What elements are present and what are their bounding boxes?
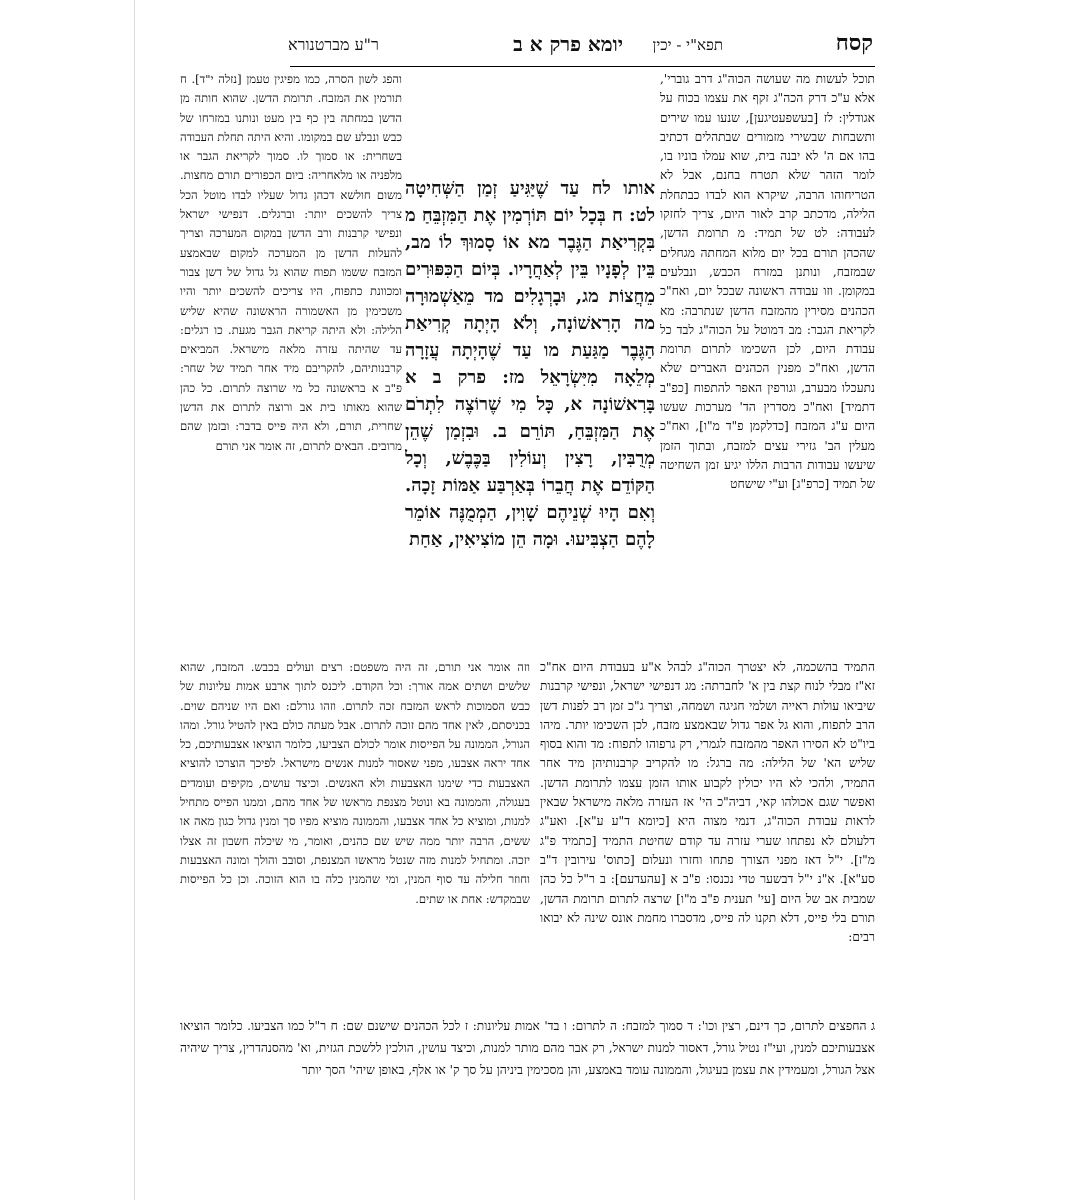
mishnah-column	[405, 175, 655, 660]
tiferet-yisrael-text: תוכל לעשות מה שעושה הכוה"ג דרב גוברי', אלא ע"כ דרק הכה"ג זקף את עצמו בכוח על אגודלין: לז [בעשפעטיגען], שנעו עמו שירים ותשבחות שבשירי מזמורים שבתהלים דכתיב בהו אם ה' לא יבנה בית, שוא עמלו בוניו בו, לומר הזהר שלא תטרח בחנם, אבל לא הטריחוהו הרבה, שיקרא הוא לבדו כבתחלת הלילה, מדכתב קרב לאור היום, צריך לחזקו לעבודה: לט של תמיד: מ תרומת הדשן, שהכהן תורם בכל יום מלוא המחתה מגחלים שבמזבח, ונותנן במזרח הכבש, ונבלעים במקומן. וזו עבודה ראשונה שבכל יום, ואח"כ הכהנים מסירין מהמזבח הדשן שנתרבה: מא לקריאת הגבר: מב דמוטל על הכוה"ג לבד כל עבודת היום, לכן השכימו לתרום תרומת הדשן, ואח"כ מפנין הכהנים האברים שלא נתעכלו מבערב, וגורפין האפר להתפוח [כפ"ב דתמיד] ואח"כ מסדרין הד' מערכות שעשו היום ע"ג המזבח [כדלקמן פ"ד מ"ו], ואח"כ מעלין הב' גזירי עצים למזבח, ובתוך הזמן שיעשו עבודות הרבות הללו יגיע זמן השחיטה של תמיד [כרפ"ג] וע"י שישחט	[660, 72, 875, 492]
tiferet-yisrael-continued-text: התמיד בהשכמה, לא יצטרך הכוה"ג לבהל א"ע בעבודת היום אח"כ זא"ז מבלי לנוח קצת בין א' לחברתה: מג דנפישי ישראל, ונפישי קרבנות שיביאו עולות ראייה ושלמי חגיגה ושמחה, וצריך ג"כ זמן רב לפנות דשן הרב לתפוח, והוא גל אפר גדול שבאמצע מזבח, לכן השכימו יותר. מיהו ביו"ט לא הסירו האפר מהמזבח לגמרי, רק גרפוהו לתפוח: מד והוא בסוף שליש הא' של הלילה: מה ברגל: מו להקריב קרבנותיהן מיד אחר התמיד, ולהכי לא היו יכולין לקבוע אותו הזמן עצמו לתרומת הדשן. ואפשר שגם אכולהו קאי, דביה"כ הי' אז העזרה מלאה מישראל שבאין לראות עבודת הכוה"ג, דנמי מצוה היא [כיומא ד"ע ע"א]. ואע"ג דלעולם לא נפתחו שערי עזרה עד קודם שחיטת התמיד [כתמיד פ"ג מ"ז]. י"ל דאז מפני הצורך פתחו וחזרו ונעלום [כתוס' עירובין ד"ב סע"א]. א"נ י"ל דבשער טדי נכנסו: פ"ב א [עהעדעם]: ב ר"ל כל כהן שמבית אב של היום [עי' תענית פ"ב מ"ו] שרצה לתרום תרומת הדשן, תורם בלי פייס, דלא תקנו לה פייס, מדסברו מחמת אונס שינה לא יבואו רבים:	[540, 660, 875, 945]
header-title: יומא פרק א ב	[513, 32, 623, 56]
page-number: קסח	[835, 30, 873, 56]
header-commentary-right: תפא"י - יכין	[652, 36, 723, 54]
bartenura-column	[180, 70, 402, 655]
bartenura-continued	[180, 658, 530, 1013]
bartenura-continued-text: וזה אומר אני תורם, זה היה משפטם: רצים ועולים בכבש. המזבח, שהוא שלשים ושתים אמה אורך: וכל הקודם. ליכנס לתוך ארבע אמות עליונות של כבש הסמוכות לראש המזבח זכה לתרום. וזהו גורלם: ואם היו שניהם שוים. בכניסתם, לאין אחד מהם זוכה לתרום. אבל מעתה כולם באין להטיל גורל. ומהו הגורל, הממונה על הפייסות אומר לכולם הצביעו, כלומר הוציאו אצבעותיכם, כל אחד יראה אצבעו, מפני שאסור למנות אנשים מישראל. לפיכך הוצרכו להוציא האצבעות כדי שימנו האצבעות ולא האנשים. וכיצד עושים, מקיפים ועומדים בעגולה, והממונה בא ונוטל מצנפת מראשו של אחד מהם, וממנו הפייס מתחיל למנות, ומוציא כל אחד אצבעו, והממונה מוציא מפיו סך ומנין גדול כגון מאה או ששים, הרבה יותר ממה שיש שם כהנים, ואומר, מי שיכלה חשבון זה אצלו יזכה. ומתחיל למנות מזה שנטל מראשו המצנפת, וסובב והולך ומונה האצבעות וחוזר חלילה עד סוף המנין, ומי שהמנין כלה בו הוא הזוכה. וכן כל הפייסות שבמקדש: אחת או שתים.	[180, 660, 530, 906]
header-commentary-left: ר"ע מברטנורא	[288, 35, 379, 54]
page-margin-line	[134, 0, 135, 1200]
tiferet-yisrael-continued	[540, 658, 875, 1013]
bartenura-text: והפג לשון הסרה, כמו מפיגין טעמן [נזלה י"ד]. ח תורמין את המזבח. תרומת הדשן. שהוא חותה מן הדשן במחתה בין כף בין מעט ונותנו במזרחו של כבש ונבלע שם במקומו. והיא היתה תחלת העבודה בשחרית: או סמוך לו. סמוך לקריאת הגבר או מלפניה או מלאחריה: ביום הכפורים תורם מחצות. משום חולשא דכהן גדול שעליו לבדו מוטל הכל צריך להשכים יותר: וברגלים. דנפישי ישראל ונפישי קרבנות ורב הדשן במקום המערכה וצריך להעלות הדשן מן המערכה למקום שבאמצע המזבח ששמו תפוח שהוא גל גדול של דשן צבור ומכוונת כתפוח, היו צריכים להשכים יותר והיו משכימין מן האשמורה הראשונה שהיא שליש הלילה: ולא היתה קריאת הגבר מגעת. כו רגלים: עד שהיתה עזרה מלאה מישראל. המביאים קרבנותיהם, להקריבם מיד אחר תמיד של שחר: פ"ב א בראשונה כל מי שרוצה לתרום. כל כהן שהוא מאותו בית אב ורוצה לתרום את הדשן שחרית, תורם, ולא היה פייס בדבר: ובזמן שהם מרובים. הבאים לתרום, זה אומר אני תורם	[180, 72, 402, 453]
mishnah-text: אותו לח עַד שֶׁיַּגִּיעַ זְמַן הַשְּׁחִיטָה לט: ח בְּכָל יוֹם תּוֹרְמִין אֶת הַמִּזְבֵּחַ מ בִּקְרִיאַת הַגֶּבֶר מא אוֹ סָמוּךְ לוֹ מב, בֵּין לְפָנָיו בֵּין לְאַחֲרָיו. בְּיוֹם הַכִּפּוּרִים מֵחֲצוֹת מג, וּבָרְגָלִים מד מֵאַשְׁמוּרָה מה הָרִאשׁוֹנָה, וְלֹא הָיְתָה קְרִיאַת הַגֶּבֶר מַגַּעַת מו עַד שֶׁהָיְתָה עֲזָרָה מְלֵאָה מִיִּשְׂרָאֵל מז: פרק ב א בָּרִאשׁוֹנָה א, כָּל מִי שֶׁרוֹצֶה לִתְרֹם אֶת הַמִּזְבֵּחַ, תּוֹרֵם ב. וּבִזְמַן שֶׁהֵן מְרֻבִּין, רָצִין וְעוֹלִין בַּכֶּבֶשׁ, וְכָל הַקּוֹדֵם אֶת חֲבֵרוֹ בְּאַרְבַּע אַמּוֹת זָכָה. וְאִם הָיוּ שְׁנֵיהֶם שָׁוִין, הַמְמֻנֶּה אוֹמֵר לָהֶם הַצְבִּיעוּ. וּמָה הֵן מוֹצִיאִין, אַחַת	[405, 178, 655, 550]
bottom-notes-text: ג החפצים לתרום, כך דינם, רצין וכו': ד סמוך למזבח: ה לתרום: ו בד' אמות עליונות: ז לכל הכהנים שישנם שם: ח ר"ל כמו הצביעו. כלומר הוציאו אצבעותיכם למנין, ועי"ז נטיל גורל, דאסור למנות ישראל, רק אבר מהם מותר למנות, וכיצד עושין, הולכין ללשכת הגזית, וא' מהסנהדרין, צריך שיהיה אצל הגורל, ומעמידין את עצמן בעיגול, והממונה עומד באמצע, והן מסכימין ביניהן על סך ק' או אלף, באופן שיהי' הסך יותר	[180, 1019, 875, 1077]
tiferet-yisrael-column	[660, 70, 875, 655]
bottom-notes	[180, 1015, 875, 1125]
page-header	[288, 30, 873, 64]
header-rule	[290, 66, 875, 67]
